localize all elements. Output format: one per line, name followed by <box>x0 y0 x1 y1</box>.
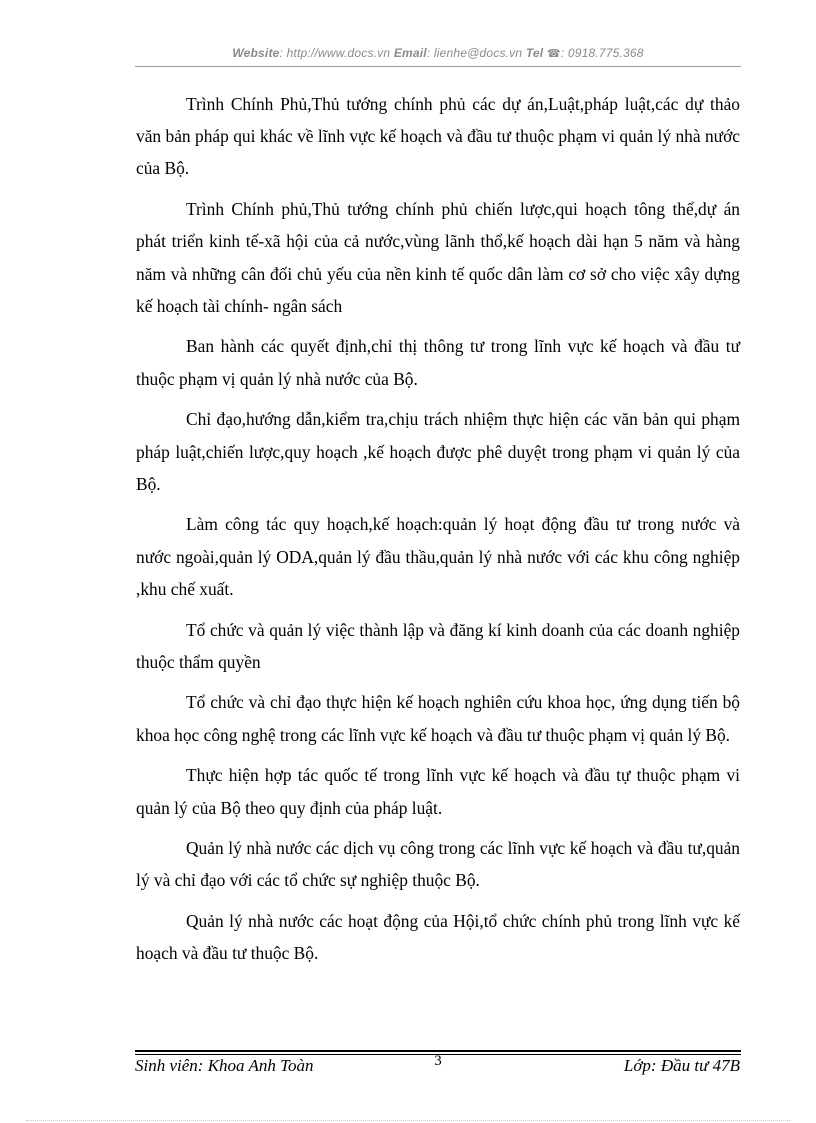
tel-value: : 0918.775.368 <box>560 46 644 60</box>
website-value: : http://www.docs.vn <box>279 46 391 60</box>
footer-divider-thick <box>135 1050 741 1052</box>
paragraph: Tổ chức và quản lý việc thành lập và đăng kí kinh doanh của các doanh nghiệp thuộc thẩm quyền <box>136 619 740 672</box>
page-header <box>135 46 741 66</box>
tel-label: Tel <box>525 46 544 60</box>
paragraph: Trình Chính Phủ,Thủ tướng chính phủ các dự án,Luật,pháp luật,các dự thảo văn bản pháp qui khác về lĩnh vực kế hoạch và đầu tư thuộc phạm vi quản lý nhà nước của Bộ. <box>136 94 740 179</box>
paragraph: Tổ chức và chỉ đạo thực hiện kế hoạch nghiên cứu khoa học, ứng dụng tiến bộ khoa học công nghệ trong các lĩnh vực kế hoạch và đầu tư thuộc phạm vị quản lý Bộ. <box>136 692 740 745</box>
paragraph: Ban hành các quyết định,chỉ thị thông tư trong lĩnh vực kế hoạch và đầu tư thuộc phạm vị quản lý nhà nước của Bộ. <box>136 336 740 389</box>
paragraph: Quản lý nhà nước các dịch vụ công trong các lĩnh vực kế hoạch và đầu tư,quản lý và chỉ đạo với các tổ chức sự nghiệp thuộc Bộ. <box>136 838 740 891</box>
footer-student: Sinh viên: Khoa Anh Toàn <box>135 1056 314 1075</box>
page-number: 3 <box>434 1053 442 1069</box>
paragraph: Trình Chính phủ,Thủ tướng chính phủ chiến lược,qui hoạch tông thể,dự án phát triển kinh tế-xã hội của cả nước,vùng lãnh thổ,kế hoạch dài hạn 5 năm và hàng năm và những cân đối chủ yếu của nền kinh tế quốc dân làm cơ sở cho việc xây dựng kế hoạch tài chính- ngân sách <box>136 199 740 316</box>
header-divider <box>135 66 741 67</box>
phone-icon: ☎ <box>546 48 561 60</box>
email-label: Email <box>393 46 427 60</box>
website-label: Website <box>232 46 280 60</box>
paragraph: Quản lý nhà nước các hoạt động của Hội,tổ chức chính phủ trong lĩnh vực kế hoạch và đầu tư thuộc Bộ. <box>136 911 740 964</box>
paragraph: Thực hiện hợp tác quốc tế trong lĩnh vực kế hoạch và đầu tự thuộc phạm vi quản lý của Bộ theo quy định của pháp luật. <box>136 765 740 818</box>
document-body <box>136 88 740 978</box>
paragraph: Chỉ đạo,hướng dẫn,kiểm tra,chịu trách nhiệm thực hiện các văn bản qui phạm pháp luật,chiến lược,quy hoạch ,kế hoạch được phê duyệt trong phạm vi quản lý của Bộ. <box>136 409 740 494</box>
paragraph: Làm công tác quy hoạch,kế hoạch:quản lý hoạt động đầu tư trong nước và nước ngoài,quản lý ODA,quản lý đầu thầu,quản lý nhà nước với các khu công nghiệp ,khu chế xuất. <box>136 514 740 599</box>
page-bottom-border <box>26 1120 790 1121</box>
footer-class: Lớp: Đầu tư 47B <box>623 1056 740 1075</box>
email-value: : lienhe@docs.vn <box>426 46 523 60</box>
